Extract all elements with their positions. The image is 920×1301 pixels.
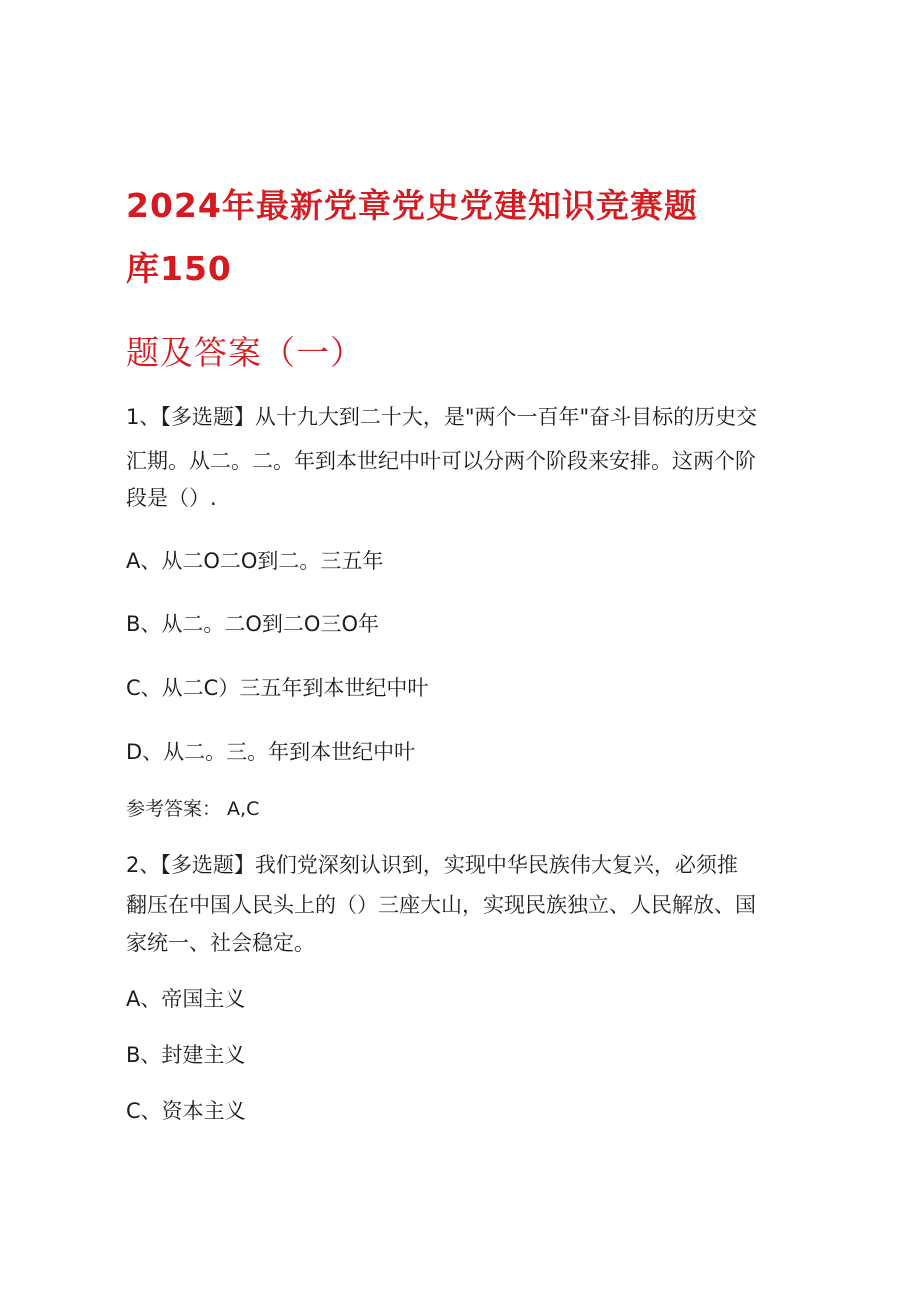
question-2-text-line-1: 2、【多选题】我们党深刻认识到，实现中华民族伟大复兴，必须推	[126, 853, 738, 877]
question-1-option-c: C、从二C）三五年到本世纪中叶	[126, 676, 429, 700]
document-title-line-1: 2024年最新党章党史党建知识竞赛题	[126, 186, 698, 225]
question-1-text-line-2: 汇期。从二。二。年到本世纪中叶可以分两个阶段来安排。这两个阶	[126, 449, 756, 473]
question-1-text-line-3: 段是（）.	[126, 486, 217, 510]
document-title-line-3: 题及答案（一）	[126, 333, 364, 372]
question-1-option-b: B、从二。二O到二O三O年	[126, 612, 379, 636]
question-1-answer: 参考答案： A,C	[126, 798, 260, 820]
question-1-text-line-1: 1、【多选题】从十九大到二十大，是"两个一百年"奋斗目标的历史交	[126, 405, 758, 429]
question-2-text-line-3: 家统一、社会稳定。	[126, 931, 315, 955]
question-1-option-a: A、从二O二O到二。三五年	[126, 549, 384, 573]
question-1-option-d: D、从二。三。年到本世纪中叶	[126, 740, 416, 764]
question-2-option-c: C、资本主义	[126, 1099, 246, 1123]
document-title-line-2: 库150	[126, 249, 232, 288]
question-2-option-a: A、帝国主义	[126, 987, 246, 1011]
question-2-option-b: B、封建主义	[126, 1043, 246, 1067]
question-2-text-line-2: 翻压在中国人民头上的（）三座大山，实现民族独立、人民解放、国	[126, 893, 756, 917]
